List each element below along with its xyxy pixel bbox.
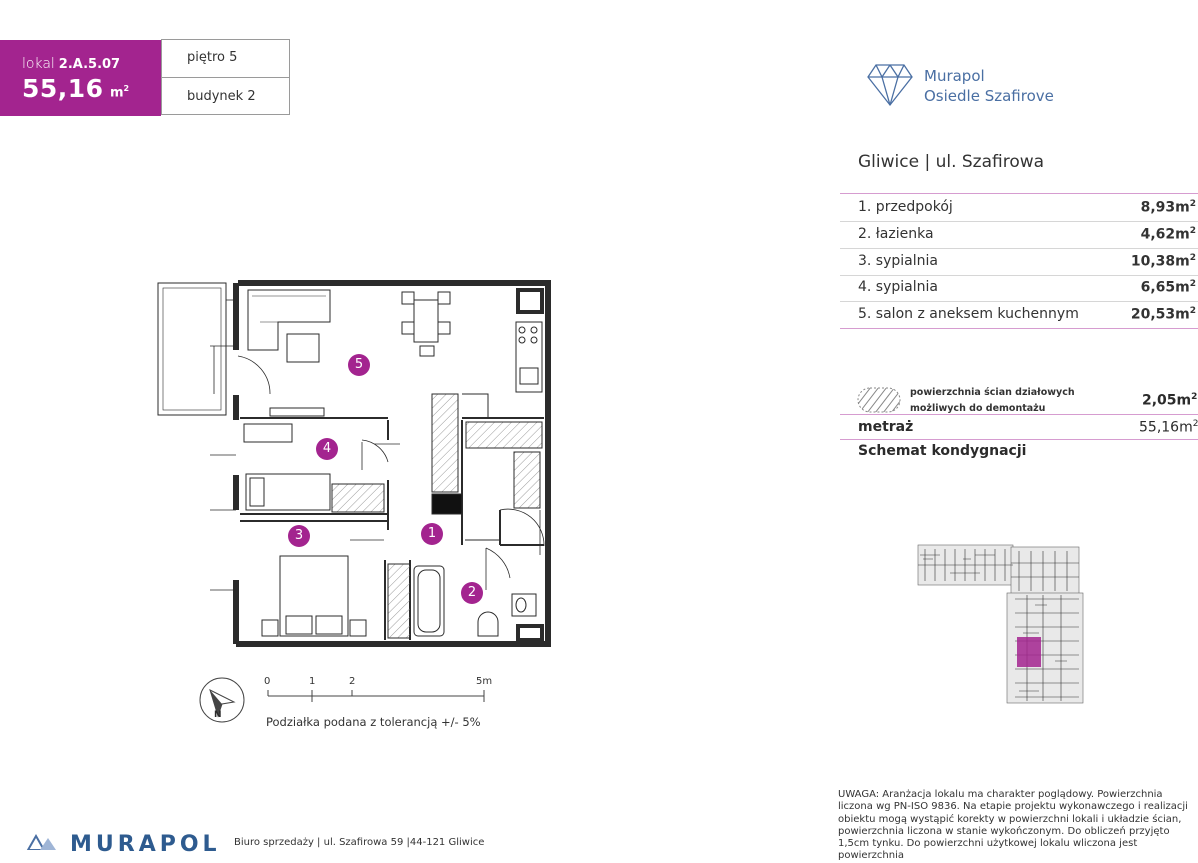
location-title: Gliwice | ul. Szafirowa bbox=[858, 152, 1045, 172]
sales-office-address: Biuro sprzedaży | ul. Szafirowa 59 |44-121 Gliwice bbox=[234, 837, 485, 848]
footer-brand: MURAPOL bbox=[70, 832, 221, 857]
compass-icon bbox=[196, 674, 248, 726]
unit-area-unit: $m^2$ bbox=[110, 84, 130, 101]
room-badge-2: 2 bbox=[461, 582, 483, 604]
room-label: 1. przedpokój bbox=[858, 199, 953, 215]
divider bbox=[162, 77, 289, 78]
room-badge-1: 1 bbox=[421, 523, 443, 545]
divider bbox=[840, 221, 1198, 222]
walls-area: $2,05m^2$ bbox=[1142, 392, 1198, 409]
brand-line-1: Murapol bbox=[924, 67, 985, 85]
lokal-id: 2.A.5.07 bbox=[58, 57, 121, 72]
divider bbox=[840, 328, 1198, 329]
room-area: $4,62m^2$ bbox=[1140, 226, 1196, 243]
room-badge-3: 3 bbox=[288, 525, 310, 547]
lokal-label: lokal bbox=[22, 56, 55, 72]
divider bbox=[840, 248, 1198, 249]
metraz-label: metraż bbox=[858, 419, 914, 435]
room-row bbox=[858, 199, 1198, 215]
divider bbox=[840, 193, 1198, 194]
schemat-label: Schemat kondygnacji bbox=[858, 443, 1027, 459]
highlighted-unit bbox=[1017, 637, 1041, 667]
room-label: 4. sypialnia bbox=[858, 279, 938, 295]
scale-bar bbox=[262, 688, 494, 704]
room-badge-5: 5 bbox=[348, 354, 370, 376]
building-key-plan bbox=[915, 543, 1087, 705]
room-label: 2. łazienka bbox=[858, 226, 934, 242]
unit-info-box bbox=[161, 39, 290, 115]
room-area: $8,93m^2$ bbox=[1140, 199, 1196, 216]
metraz-value: $55,16m^2$ bbox=[1139, 419, 1198, 436]
room-area: $10,38m^2$ bbox=[1130, 253, 1196, 270]
walls-note: powierzchnia ścian działowych możliwych do demontażu bbox=[910, 387, 1075, 414]
unit-badge bbox=[0, 40, 161, 116]
divider bbox=[840, 414, 1198, 415]
room-row bbox=[858, 306, 1198, 322]
room-area: $6,65m^2$ bbox=[1140, 279, 1196, 296]
hatch-swatch-icon bbox=[857, 387, 901, 413]
compass-north-label: N bbox=[214, 710, 222, 720]
scale-tick: 0 bbox=[264, 676, 271, 687]
room-label: 5. salon z aneksem kuchennym bbox=[858, 306, 1079, 322]
floor-plan bbox=[150, 274, 560, 654]
unit-area: 55,16 bbox=[22, 74, 104, 103]
room-row bbox=[858, 226, 1198, 242]
scale-tick: 2 bbox=[349, 676, 356, 687]
scale-tick: 5m bbox=[476, 676, 493, 687]
brand-line-2: Osiedle Szafirove bbox=[924, 87, 1054, 105]
floor-label: piętro 5 bbox=[187, 50, 238, 65]
brand-name bbox=[924, 66, 1054, 106]
footer-logo-icon bbox=[26, 834, 62, 850]
divider bbox=[840, 275, 1198, 276]
disclaimer: UWAGA: Aranżacja lokalu ma charakter poglądowy. Powierzchnia liczona wg PN-ISO 9836. Na etapie projektu wykonawczego i realizacji obiektu mogą wystąpić korekty w powierzchni lokali i układzie ścian, powierzchnia liczona w stanie wykończonym. Do obliczeń przyjęto 1,5cm tynku. Do powierzchni użytkowej lokalu wliczona jest powierzchnia bbox=[838, 789, 1188, 862]
diamond-logo-icon bbox=[866, 62, 914, 108]
room-area: $20,53m^2$ bbox=[1130, 306, 1196, 323]
building-label: budynek 2 bbox=[187, 89, 256, 104]
scale-tick: 1 bbox=[309, 676, 316, 687]
scale-note: Podziałka podana z tolerancją +/- 5% bbox=[266, 715, 481, 729]
room-row bbox=[858, 253, 1198, 269]
room-label: 3. sypialnia bbox=[858, 253, 938, 269]
divider bbox=[840, 301, 1198, 302]
room-row bbox=[858, 279, 1198, 295]
room-badge-4: 4 bbox=[316, 438, 338, 460]
divider bbox=[840, 439, 1198, 440]
